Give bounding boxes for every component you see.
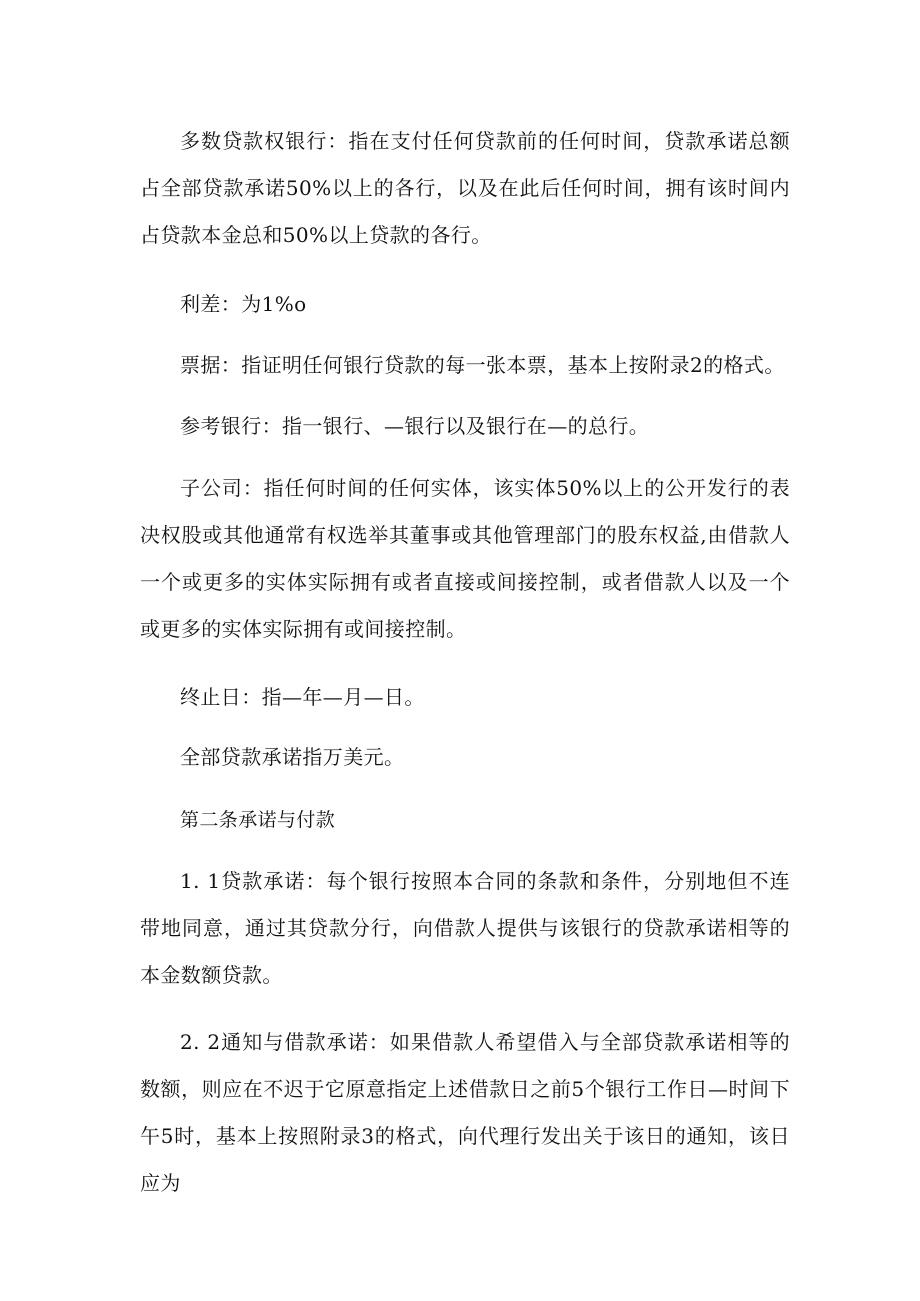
definition-majority-banks: 多数贷款权银行：指在支付任何贷款前的任何时间，贷款承诺总额占全部贷款承诺50%以上的各行，以及在此后任何时间，拥有该时间内占贷款本金总和50%以上贷款的各行。 — [140, 129, 790, 247]
clause-loan-commitment: 1. 1贷款承诺：每个银行按照本合同的条款和条件，分别地但不连带地同意，通过其贷款分行，向借款人提供与该银行的贷款承诺相等的本金数额贷款。 — [140, 869, 790, 987]
clause-notice-of-borrowing: 2. 2通知与借款承诺：如果借款人希望借入与全部贷款承诺相等的数额，则应在不迟于它原意指定上述借款日之前5个银行工作日—时间下午5时，基本上按照附录3的格式，向代理行发出关于该日的通知，该日应为 — [140, 1030, 790, 1195]
definition-notes: 票据：指证明任何银行贷款的每一张本票，基本上按附录2的格式。 — [180, 353, 785, 377]
definition-reference-banks: 参考银行：指一银行、—银行以及银行在—的总行。 — [180, 414, 650, 438]
section-heading-article-2: 第二条承诺与付款 — [180, 809, 336, 831]
definition-termination-date: 终止日：指—年—月—日。 — [180, 685, 425, 709]
definition-margin: 利差：为1%o — [180, 292, 307, 316]
definition-total-commitment: 全部贷款承诺指万美元。 — [180, 745, 405, 769]
definition-subsidiary: 子公司：指任何时间的任何实体，该实体50%以上的公开发行的表决权股或其他通常有权选举其董事或其他管理部门的股东权益,由借款人一个或更多的实体实际拥有或者直接或间接控制，或者借款人以及一个或更多的实体实际拥有或间接控制。 — [140, 476, 790, 641]
